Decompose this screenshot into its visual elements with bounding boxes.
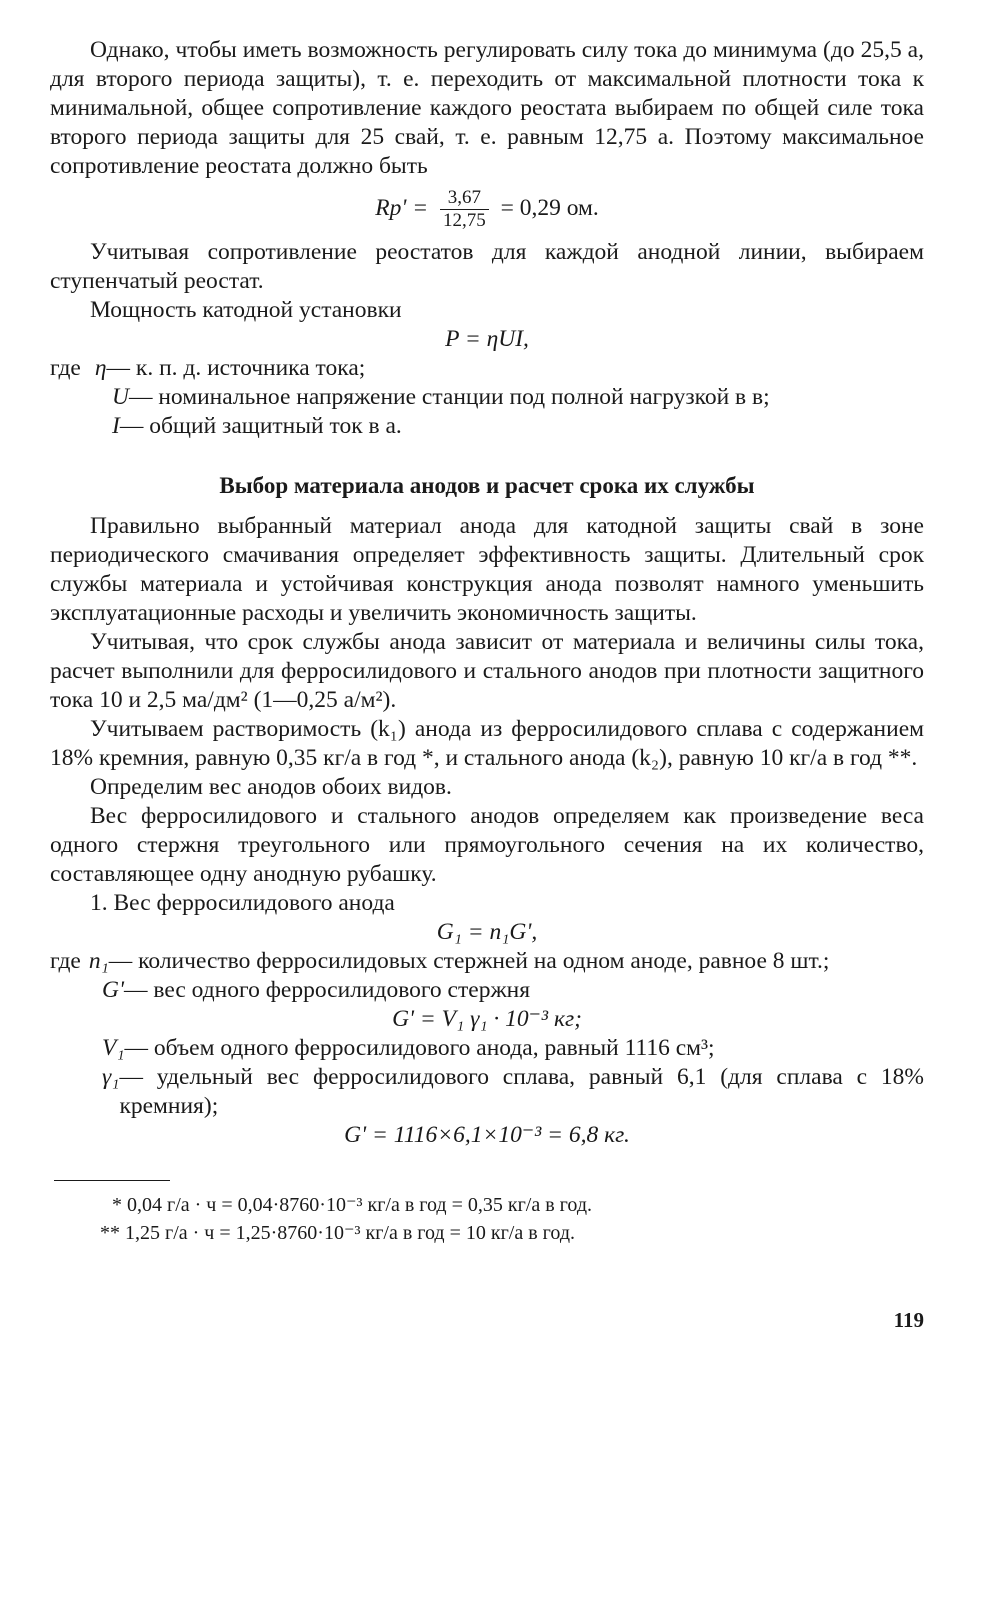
page-number: 119 bbox=[893, 1308, 924, 1332]
fraction bbox=[440, 187, 489, 232]
definition-g-prime bbox=[50, 976, 924, 1005]
symbol-i: I bbox=[112, 413, 120, 439]
definition-v1 bbox=[50, 1034, 924, 1063]
formula-power bbox=[50, 325, 924, 354]
fraction-numerator: 3,67 bbox=[440, 187, 489, 210]
where-label: где bbox=[50, 355, 81, 381]
definition-u bbox=[50, 383, 924, 412]
definition-gamma bbox=[50, 1063, 924, 1121]
definition-n1-text: — количество ферросилидовых стержней на одном аноде, равное 8 шт.; bbox=[108, 948, 830, 974]
symbol-n1: n₁ bbox=[88, 948, 109, 974]
paragraph-power: Мощность катодной установки bbox=[90, 297, 402, 323]
formula-g-prime bbox=[50, 1005, 924, 1034]
definition-n1 bbox=[50, 947, 924, 976]
formula-lhs: Rр' = bbox=[375, 194, 429, 221]
footnote-2: ** 1,25 г/а · ч = 1,25·8760·10⁻³ кг/а в год = 10 кг/а в год. bbox=[100, 1222, 575, 1244]
symbol-g-prime: G' bbox=[102, 977, 124, 1003]
definition-i bbox=[50, 412, 924, 441]
symbol-eta: η bbox=[94, 355, 107, 381]
definition-gamma-text: — удельный вес ферросилидового сплава, равный 6,1 (для сплава с 18% кремния); bbox=[119, 1064, 924, 1119]
section-heading: Выбор материала анодов и расчет срока их службы bbox=[219, 473, 755, 498]
definition-i-text: — общий защитный ток в а. bbox=[119, 413, 402, 439]
paragraph-weight-method: Вес ферросилидового и стального анодов определяем как произведение веса одного стержня треугольного или прямоугольного сечения на их количество, составляющее одну анодную рубашку. bbox=[50, 803, 924, 887]
formula-g-calc-text: G' = 1116×6,1×10⁻³ = 6,8 кг. bbox=[344, 1122, 630, 1148]
symbol-v1: V₁ bbox=[102, 1035, 125, 1061]
symbol-u: U bbox=[112, 384, 129, 410]
formula-g1 bbox=[50, 918, 924, 947]
definition-u-text: — номинальное напряжение станции под полной нагрузкой в в; bbox=[128, 384, 770, 410]
definition-eta bbox=[50, 354, 924, 383]
formula-power-text: P = ηUI, bbox=[445, 326, 529, 352]
where-label-2: где bbox=[50, 948, 81, 974]
formula-rhs: = 0,29 ом. bbox=[500, 194, 599, 221]
paragraph-current-density: Учитывая, что срок службы анода зависит от материала и величины силы тока, расчет выполнили для ферросилидового и стального анодов при плотности защитного тока 10 и 2,5 ма/дм² (1—0,25 а/м²). bbox=[50, 629, 924, 713]
definition-eta-text: — к. п. д. источника тока; bbox=[106, 355, 366, 381]
paragraph-step-rheostat: Учитывая сопротивление реостатов для каждой анодной линии, выбираем ступенчатый реостат. bbox=[50, 239, 924, 294]
symbol-gamma: γ₁ bbox=[102, 1064, 120, 1090]
footnote-1: * 0,04 г/а · ч = 0,04·8760·10⁻³ кг/а в год = 0,35 кг/а в год. bbox=[112, 1194, 592, 1216]
formula-g-calc bbox=[50, 1121, 924, 1150]
fraction-denominator: 12,75 bbox=[442, 210, 486, 231]
formula-g-prime-text: G' = V₁ γ₁ · 10⁻³ кг; bbox=[392, 1006, 582, 1032]
formula-g1-text: G₁ = n₁G', bbox=[436, 919, 538, 945]
paragraph-material: Правильно выбранный материал анода для катодной защиты свай в зоне периодического смачивания определяет эффективность защиты. Длительный срок службы материала и устойчивая конструкция анода позволят намного уменьшить эксплуатационные расходы и увеличить экономичность защиты. bbox=[50, 513, 924, 626]
footnote-divider bbox=[54, 1180, 170, 1181]
paragraph-weights: Определим вес анодов обоих видов. bbox=[90, 774, 452, 800]
definition-v1-text: — объем одного ферросилидового анода, равный 1116 см³; bbox=[124, 1035, 715, 1061]
paragraph-rheostat: Однако, чтобы иметь возможность регулировать силу тока до минимума (до 25,5 а, для второго периода защиты), т. е. переходить от максимальной плотности тока к минимальной, общее сопротивление каждого реостата выбираем по общей силе тока второго периода защиты для 25 свай, т. е. равным 12,75 а. Поэтому максимальное сопротивление реостата должно быть bbox=[50, 37, 924, 179]
definition-g-prime-text: — вес одного ферросилидового стержня bbox=[124, 977, 531, 1003]
paragraph-ferrosilid-weight: 1. Вес ферросилидового анода bbox=[90, 890, 395, 916]
formula-rheostat-resistance bbox=[50, 187, 924, 232]
paragraph-solubility: Учитываем растворимость (k₁) анода из ферросилидового сплава с содержанием 18% кремния, равную 0,35 кг/а в год *, и стального анода (k₂), равную 10 кг/а в год **. bbox=[50, 716, 924, 771]
